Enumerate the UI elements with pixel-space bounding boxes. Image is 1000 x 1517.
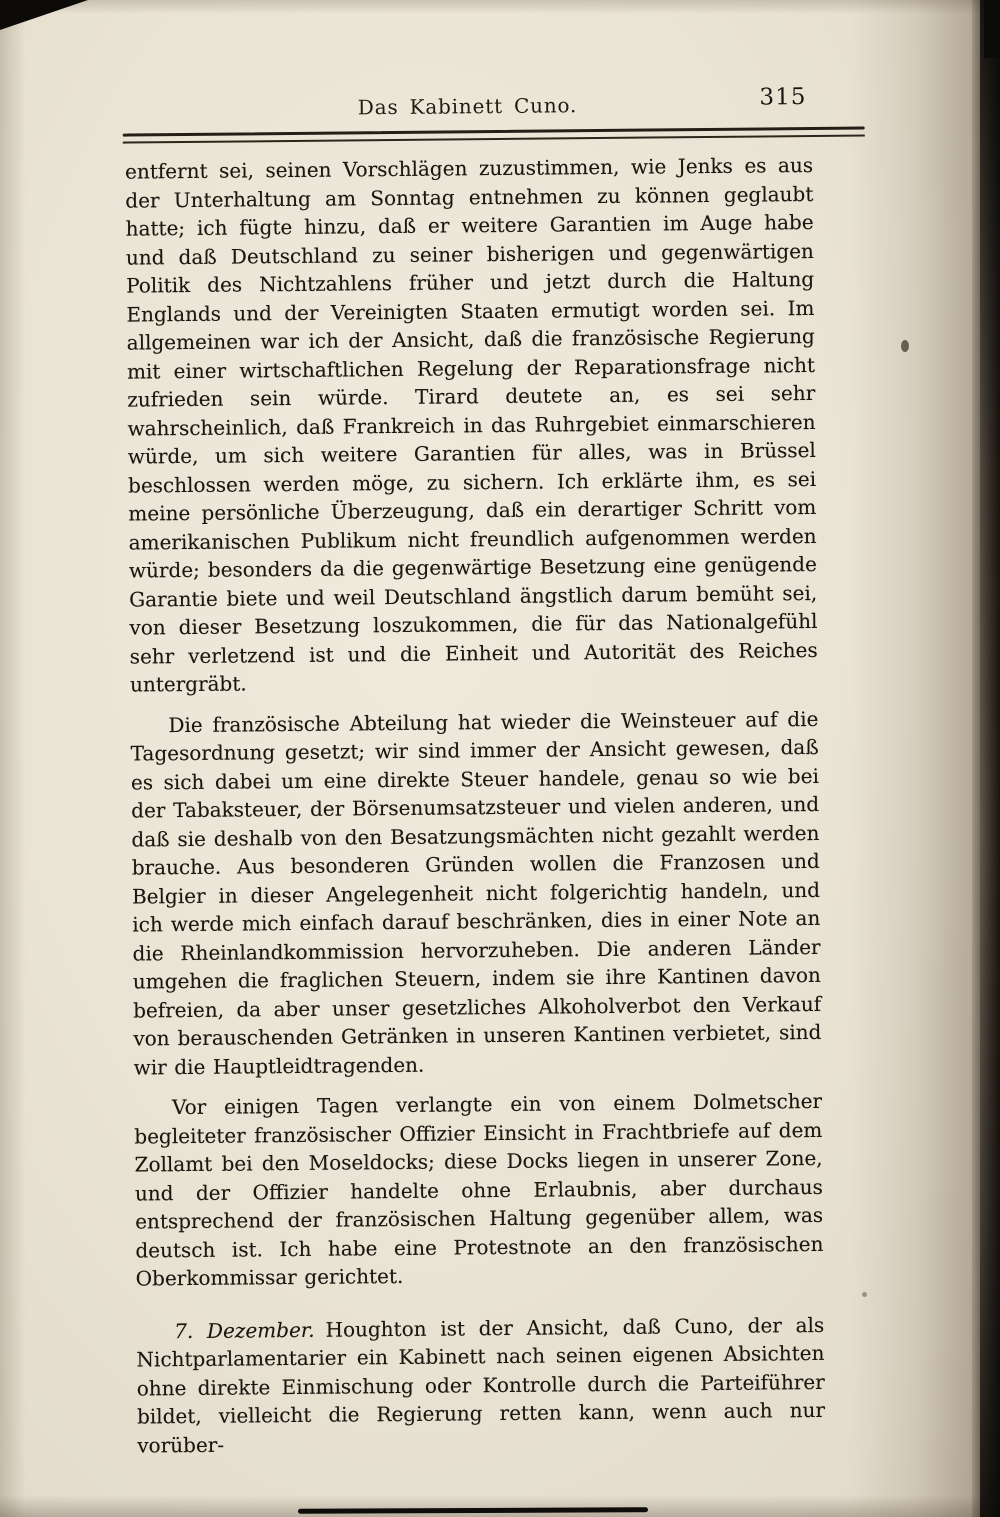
page-number: 315 xyxy=(759,84,807,111)
page-header xyxy=(122,84,864,121)
text-block xyxy=(125,151,826,1472)
paragraph-4-text: Houghton ist der Ansicht, daß Cuno, der als Nichtparlamentarier ein Kabinett nach seinen eigenen Absichten ohne direkte Einmischung oder Kontrolle durch die Parteiführer bildet, vielleicht die Regierung retten kann, wenn auch nur vorüber- xyxy=(136,1312,826,1458)
running-title: Das Kabinett Cuno. xyxy=(357,93,578,120)
ink-speck xyxy=(862,1292,867,1297)
paragraph-4-date-lead: 7. Dezember. xyxy=(174,1317,315,1343)
paragraph-2: Die französische Abteilung hat wieder die Weinsteuer auf die Tagesordnung gesetzt; wir sind immer der Ansicht gewesen, daß es sich dabei um eine direkte Steuer handele, genau so wie bei der Tabaksteuer, der Börsenumsatzsteuer und vielen anderen, und daß sie deshalb von den Besatzungsmächten nicht gezahlt werden brauche. Aus besonderen Gründen wollen die Franzosen und Belgier in dieser Angelegenheit nicht folgerichtig handeln, und ich werde mich einfach darauf beschränken, dies in einer Note an die Rheinlandkommission hervorzuheben. Die anderen Länder umgehen die fraglichen Steuern, indem sie ihre Kantinen davon befreien, da aber unser gesetzliches Alkoholverbot den Verkauf von berauschenden Getränken in unseren Kantinen verbietet, sind wir die Hauptleidtragenden. xyxy=(130,706,822,1080)
top-right-scan-mark xyxy=(984,0,1000,58)
paragraph-3: Vor einigen Tagen verlangte ein von einem Dolmetscher begleiteter französischer Offizier Einsicht in Frachtbriefe auf dem Zollamt bei den Moseldocks; diese Docks liegen in unserer Zone, und der Offizier handelte ohne Erlaubnis, aber durchaus entsprechend der französischen Haltung gegenüber allem, was deutsch ist. Ich habe eine Protestnote an den französischen Oberkommissar gerichtet. xyxy=(134,1088,824,1291)
paragraph-1: entfernt sei, seinen Vorschlägen zuzustimmen, wie Jenks es aus der Unterhaltung am Sonntag entnehmen zu können geglaubt hatte; ich fügte hinzu, daß er weitere Garantien im Auge habe und daß Deutschland zu seiner bisherigen und gegenwärtigen Politik des Nichtzahlens früher und jetzt durch die Haltung Englands und der Vereinigten Staaten ermutigt worden sei. Im allgemeinen war ich der Ansicht, daß die französische Regierung mit einer wirtschaftlichen Regelung der Reparationsfrage nicht zufrieden sein würde. Tirard deutete an, es sei sehr wahrscheinlich, daß Frankreich in das Ruhrgebiet einmarschieren würde, um sich weitere Garantien für alles, was in Brüssel beschlossen werden möge, zu sichern. Ich erklärte ihm, es sei meine persönliche Überzeugung, daß ein derartiger Schritt vom amerikanischen Publikum nicht freundlich aufgenommen werden würde; besonders da die gegenwärtige Besetzung eine genügende Garantie biete und weil Deutschland ängstlich darum bemüht sei, von dieser Besetzung loszukommen, die für das Nationalgefühl sehr verletzend ist und die Einheit und Autorität des Reiches untergräbt. xyxy=(124,152,818,697)
header-rule-thin xyxy=(123,134,865,143)
paragraph-4 xyxy=(136,1310,825,1459)
ink-speck xyxy=(901,340,909,352)
